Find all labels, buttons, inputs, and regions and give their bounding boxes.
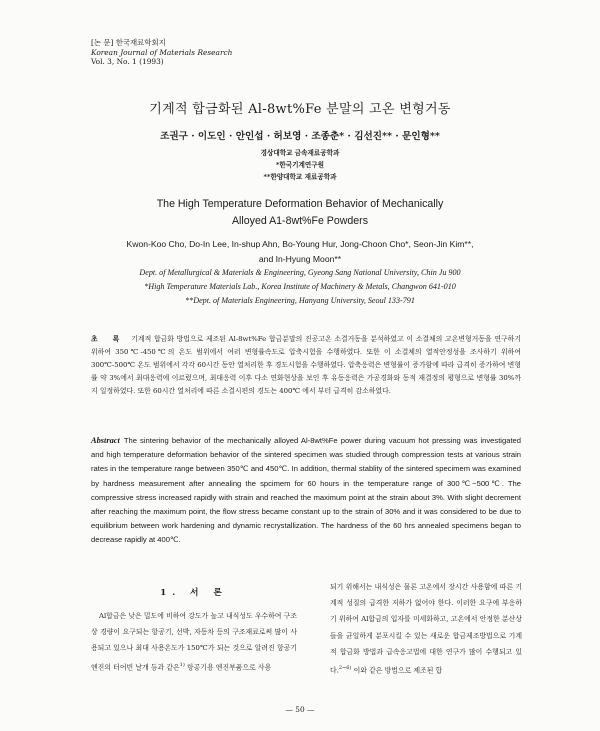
english-authors bbox=[0, 237, 600, 267]
english-affiliation-1: Dept. of Metallurgical & Materials & Engineering, Gyeong Sang National University, Chin Ju 900 bbox=[139, 268, 461, 277]
english-authors-line-2: and In-Hyung Moon** bbox=[258, 254, 342, 264]
reference-mark-1: 1) bbox=[179, 661, 185, 668]
english-affiliations bbox=[0, 266, 600, 308]
english-title-line-2: Alloyed A1-8wt%Fe Powders bbox=[231, 215, 369, 227]
left-column bbox=[91, 586, 297, 675]
volume-info: Vol. 3, No. 1 (1993) bbox=[91, 57, 164, 67]
english-affiliation-3: **Dept. of Materials Engineering, Hanyang University, Seoul 133-791 bbox=[185, 296, 415, 305]
intro-left-tail: 항공기용 엔진부품으로 사용 bbox=[184, 662, 272, 671]
korean-abstract bbox=[91, 333, 521, 398]
intro-right-text: 되기 위해서는 내식성은 물론 고온에서 장시간 사용함에 따른 기계적 성질의 급격한 저하가 없어야 한다. 이러한 요구에 부응하기 위하여 Al합금의 입자를 미세화하고, 고온에서 안정한 분산상들을 균일하게 분포시킬 수 있는 새로운 합금제조방법으로 기계적 합금화 방법과 급속응고법에 대한 연구가 많이 수행되고 있다. bbox=[330, 583, 522, 675]
intro-right-tail: 이와 같은 방법으로 제조된 합 bbox=[351, 666, 443, 675]
right-column bbox=[330, 579, 522, 679]
korean-affiliation-1: 경상대학교 금속재료공학과 bbox=[260, 149, 340, 157]
journal-header bbox=[91, 38, 232, 67]
english-title bbox=[0, 196, 600, 230]
english-abstract bbox=[91, 434, 521, 548]
korean-abstract-text: 기계적 합금화 방법으로 제조된 Al-8wt%Fe 합금분말의 진공고온 소결거동을 분석하였고 이 소결체의 고온변형거동을 연구하기 위하여 350℃-450℃의 온도 범위에서 여러 변형률속도로 압축시험을 수행하였다. 또한 이 소결체의 열적안정성을 조사하기 위하여 300℃-500℃ 온도 범위에서 각각 60시간 동안 열처리한 후 경도시험을 수행하였다. 압축응력은 변형률이 증가함에 따라 급격히 증가하여 변형률 약 3%에서 최대응력에 이르렀으며, 최대응력 이후 다소 연화현상을 보인 후 유동응력은 가공경화와 동적 재결정의 평형으로 변형률 30%까지 일정하였다. 또한 60시간 열처리에 따른 소결시편의 경도는 400℃ 에서 부터 급격히 감소하였다. bbox=[91, 335, 521, 395]
korean-abstract-label: 초 록 bbox=[91, 335, 126, 343]
korean-affiliations bbox=[0, 147, 600, 183]
english-abstract-text: The sintering behavior of the mechanically alloyed Al-8wt%Fe power during vacuum hot pressing was investigated and high temperature deformation behavior of the sintered specimen was studied through compression tests at various strain rates in the temperature range between 350℃ and 450℃. In addition, thermal stablity of the sintered specimem was examined by hardness measurement after annealing the spcimem for 60 hours in the temperature range of 300℃~500℃. The compressive stress increased rapidly with strain and reached the maximum point at the strain about 3%. With slight decrement after reaching the maximum point, the flow stress became constant up to the strain of 30% and it was considered to be due to equilibrium between work hardening and dynamic recrystallization. The hardness of the 60 hrs annealed specimens began to decrease rapidly at 400℃. bbox=[91, 436, 521, 545]
korean-title: 기계적 합금화된 Al-8wt%Fe 분말의 고온 변형거동 bbox=[149, 102, 451, 117]
journal-name-en: Korean Journal of Materials Research bbox=[91, 47, 233, 57]
korean-authors: 조권구 · 이도인 · 안인섭 · 허보영 · 조종춘* · 김선진** · 문인형** bbox=[160, 131, 440, 142]
english-title-line-1: The High Temperature Deformation Behavior of Mechanically bbox=[156, 198, 444, 210]
english-authors-line-1: Kwon-Koo Cho, Do-In Lee, In-shup Ahn, Bo-Young Hur, Jong-Choon Cho*, Seon-Jin Kim**, bbox=[126, 239, 474, 249]
reference-mark-2: 2~6) bbox=[338, 665, 352, 672]
korean-affiliation-2: *한국기계연구원 bbox=[275, 161, 325, 169]
section-heading: 1. 서 론 bbox=[160, 588, 228, 598]
page-number: — 50 — bbox=[285, 705, 315, 714]
english-affiliation-2: *High Temperature Materials Lab., Korea Institute of Machinery & Metals, Changwon 641-010 bbox=[144, 282, 456, 291]
article-type-label: [논 문] 한국재료학회지 bbox=[91, 38, 166, 47]
english-abstract-label: Abstract bbox=[91, 436, 120, 445]
intro-paragraph-left bbox=[91, 608, 297, 675]
intro-paragraph-right bbox=[330, 579, 522, 679]
korean-affiliation-3: **한양대학교 재료공학과 bbox=[263, 173, 337, 181]
intro-left-text: Al합금은 낮은 밀도에 비하여 강도가 높고 내식성도 우수하여 구조상 경량이 요구되는 항공기, 선박, 자동차 등의 구조재료로써 많이 사용되고 있으나 최대 사용온도가 150℃가 되는 것으로 알려진 항공기 엔진의 터어빈 날개 등과 같은 bbox=[91, 612, 297, 671]
